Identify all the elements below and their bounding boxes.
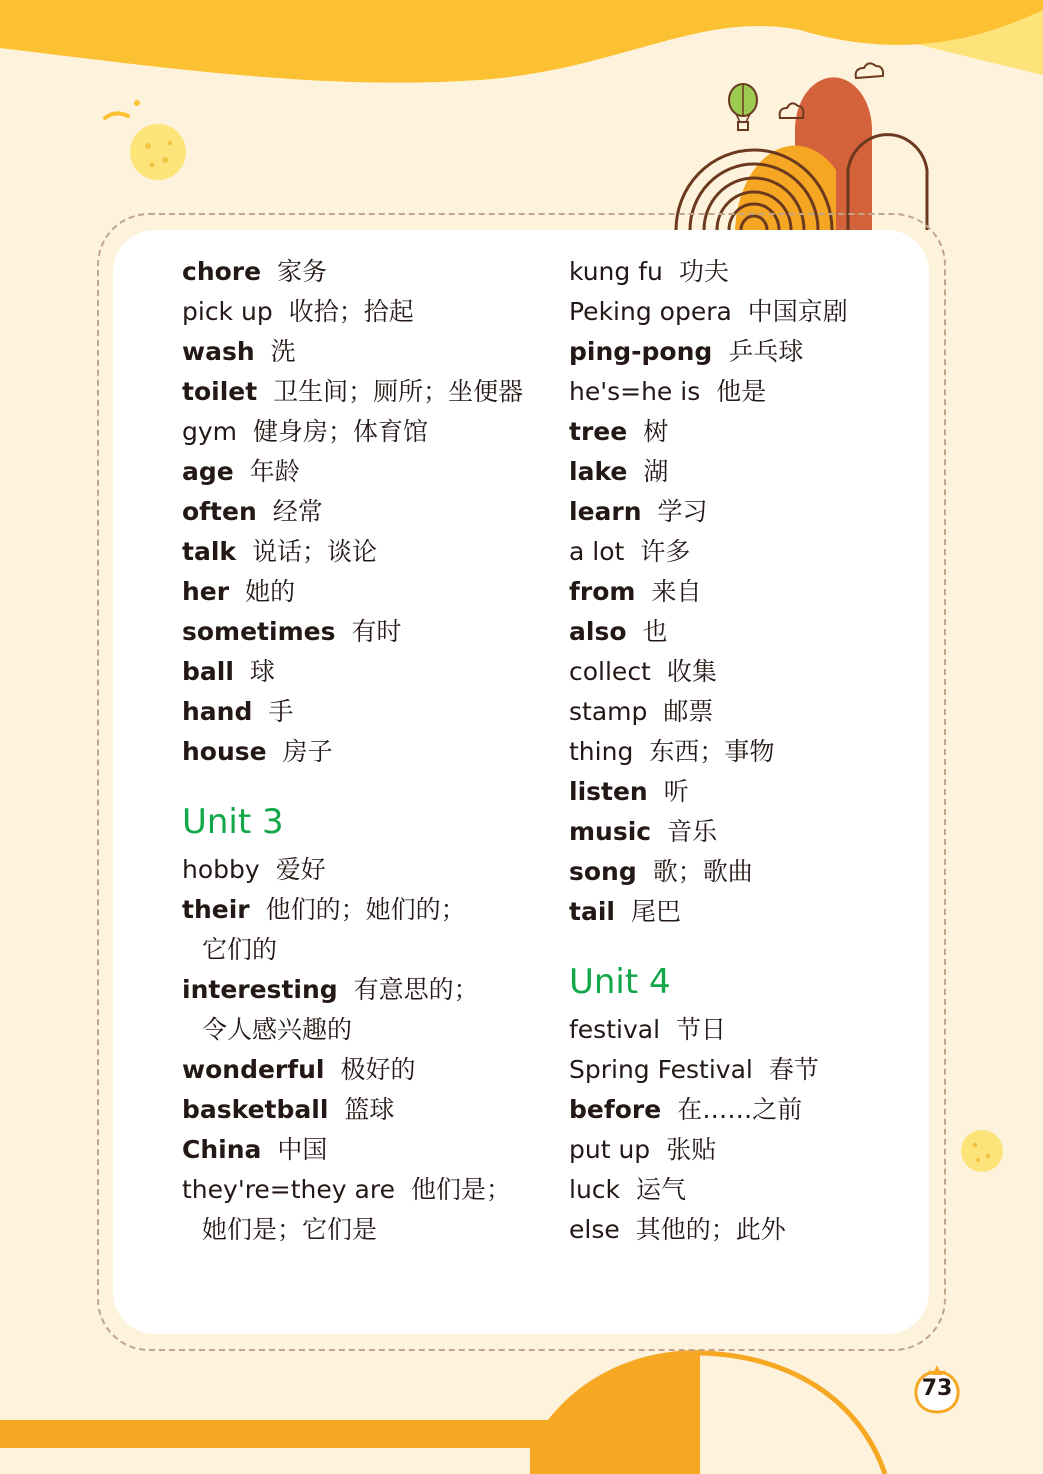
english-word: a lot	[569, 537, 625, 566]
english-word: stamp	[569, 697, 648, 726]
english-word: festival	[569, 1015, 661, 1044]
top-wave	[0, 0, 1043, 83]
chinese-meaning: 中国	[277, 1135, 328, 1164]
english-word: music	[569, 817, 652, 846]
vocab-entry	[569, 692, 848, 732]
english-word: else	[569, 1215, 620, 1244]
english-word: Peking opera	[569, 297, 732, 326]
english-word: chore	[182, 257, 262, 286]
page-number: 73	[921, 1376, 953, 1401]
english-word: often	[182, 497, 257, 526]
chinese-meaning: 在……之前	[677, 1095, 803, 1124]
vocab-entry	[182, 652, 523, 692]
vocab-entry	[569, 1170, 848, 1210]
chinese-meaning: 爱好	[275, 855, 326, 884]
english-word: gym	[182, 417, 238, 446]
chinese-meaning: 说话；谈论	[252, 537, 378, 566]
vocab-entry	[569, 892, 848, 932]
english-word: tail	[569, 897, 615, 926]
chinese-meaning-continued: 她们是；它们是	[202, 1215, 378, 1244]
english-word: put up	[569, 1135, 651, 1164]
english-word: interesting	[182, 975, 338, 1004]
chinese-meaning: 家务	[277, 257, 328, 286]
english-word: before	[569, 1095, 662, 1124]
vocab-entry	[569, 1050, 848, 1090]
vocab-entry	[182, 1130, 523, 1170]
chinese-meaning: 他们是；	[410, 1175, 511, 1204]
english-word: house	[182, 737, 267, 766]
english-word: collect	[569, 657, 651, 686]
bottom-wave-band	[0, 1420, 560, 1448]
english-word: wonderful	[182, 1055, 325, 1084]
english-word: age	[182, 457, 234, 486]
chinese-meaning: 音乐	[667, 817, 718, 846]
unit-heading: Unit 4	[569, 962, 671, 1002]
chinese-meaning: 功夫	[678, 257, 729, 286]
vocab-entry	[182, 1090, 523, 1130]
chinese-meaning: 节日	[676, 1015, 727, 1044]
chinese-meaning: 卫生间；厕所；坐便器	[273, 377, 524, 406]
vocab-entry	[182, 850, 523, 890]
english-word: thing	[569, 737, 634, 766]
cloud-icon	[856, 63, 883, 78]
vocab-entry	[182, 332, 523, 372]
vocab-entry	[569, 772, 848, 812]
bottom-wave-arc	[530, 1350, 700, 1474]
chinese-meaning: 运气	[636, 1175, 687, 1204]
english-word: tree	[569, 417, 628, 446]
vocab-entry	[569, 372, 848, 412]
vocab-entry	[182, 890, 523, 930]
chinese-meaning: 歌；歌曲	[652, 857, 753, 886]
chinese-meaning-continued: 令人感兴趣的	[202, 1015, 353, 1044]
chinese-meaning: 也	[642, 617, 668, 646]
vocab-entry	[569, 1010, 848, 1050]
english-word: Spring Festival	[569, 1055, 753, 1084]
chinese-meaning: 中国京剧	[747, 297, 848, 326]
chinese-meaning: 球	[249, 657, 275, 686]
chinese-meaning: 有意思的；	[353, 975, 479, 1004]
english-word: sometimes	[182, 617, 336, 646]
chinese-meaning: 东西；事物	[649, 737, 775, 766]
chinese-meaning: 张贴	[666, 1135, 717, 1164]
vocab-entry	[182, 252, 523, 292]
chinese-meaning: 其他的；此外	[635, 1215, 786, 1244]
vocab-entry	[569, 452, 848, 492]
english-word: he's=he is	[569, 377, 701, 406]
english-word: basketball	[182, 1095, 329, 1124]
vocab-entry	[182, 970, 523, 1010]
english-word: their	[182, 895, 250, 924]
vocab-entry	[182, 412, 523, 452]
vocab-entry	[182, 372, 523, 412]
left-column	[182, 252, 523, 1250]
bottom-arc-line	[700, 1353, 885, 1474]
chinese-meaning: 他们的；她们的；	[265, 895, 466, 924]
english-word: listen	[569, 777, 648, 806]
english-word: ball	[182, 657, 234, 686]
vocab-entry	[569, 572, 848, 612]
vocab-entry	[569, 292, 848, 332]
vocab-entry	[569, 652, 848, 692]
vocab-entry	[569, 1130, 848, 1170]
hot-air-balloon-icon	[729, 84, 757, 130]
english-word: also	[569, 617, 627, 646]
vocab-entry	[182, 1050, 523, 1090]
english-word: hobby	[182, 855, 260, 884]
chinese-meaning: 许多	[640, 537, 691, 566]
chinese-meaning: 乒乓球	[728, 337, 804, 366]
vocab-entry	[569, 492, 848, 532]
english-word: kung fu	[569, 257, 663, 286]
chinese-meaning: 湖	[643, 457, 669, 486]
chinese-meaning: 洗	[270, 337, 296, 366]
english-word: wash	[182, 337, 255, 366]
chinese-meaning: 她的	[245, 577, 296, 606]
vocab-entry	[569, 332, 848, 372]
chinese-meaning: 学习	[657, 497, 708, 526]
chinese-meaning: 春节	[768, 1055, 819, 1084]
vocab-entry	[182, 612, 523, 652]
vocab-entry	[182, 292, 523, 332]
chinese-meaning: 篮球	[344, 1095, 395, 1124]
vocab-entry	[182, 492, 523, 532]
unit-heading: Unit 3	[182, 802, 284, 842]
cheese-icon	[961, 1130, 1003, 1172]
chinese-meaning-continued: 它们的	[202, 935, 278, 964]
chinese-meaning: 极好的	[340, 1055, 416, 1084]
vocab-entry	[569, 852, 848, 892]
vocab-entry	[182, 572, 523, 612]
english-word: song	[569, 857, 637, 886]
right-column	[569, 252, 848, 1250]
vocab-entry	[182, 532, 523, 572]
vocab-entry	[182, 1170, 523, 1210]
vocab-entry	[569, 812, 848, 852]
vocab-entry	[569, 532, 848, 572]
chinese-meaning: 手	[268, 697, 294, 726]
english-word: ping-pong	[569, 337, 713, 366]
chinese-meaning: 有时	[351, 617, 402, 646]
chinese-meaning: 健身房；体育馆	[253, 417, 429, 446]
chinese-meaning: 树	[643, 417, 669, 446]
chinese-meaning: 收拾；拾起	[288, 297, 414, 326]
chinese-meaning: 来自	[651, 577, 702, 606]
vocab-entry	[569, 1210, 848, 1250]
english-word: her	[182, 577, 230, 606]
vocab-entry	[569, 1090, 848, 1130]
vocab-entry	[569, 612, 848, 652]
chinese-meaning: 他是	[716, 377, 767, 406]
english-word: from	[569, 577, 636, 606]
chinese-meaning: 邮票	[663, 697, 714, 726]
vocab-entry	[569, 732, 848, 772]
english-word: China	[182, 1135, 262, 1164]
chinese-meaning: 听	[663, 777, 689, 806]
english-word: lake	[569, 457, 628, 486]
english-word: they're=they are	[182, 1175, 395, 1204]
english-word: pick up	[182, 297, 273, 326]
vocab-entry	[182, 692, 523, 732]
english-word: learn	[569, 497, 642, 526]
cheese-icon	[105, 100, 186, 180]
vocab-entry	[569, 412, 848, 452]
english-word: luck	[569, 1175, 621, 1204]
english-word: talk	[182, 537, 237, 566]
chinese-meaning: 房子	[282, 737, 333, 766]
chinese-meaning: 收集	[666, 657, 717, 686]
vocab-entry	[569, 252, 848, 292]
chinese-meaning: 经常	[272, 497, 323, 526]
chinese-meaning: 年龄	[249, 457, 300, 486]
chinese-meaning: 尾巴	[630, 897, 681, 926]
english-word: toilet	[182, 377, 258, 406]
english-word: hand	[182, 697, 253, 726]
vocab-entry	[182, 452, 523, 492]
vocab-entry	[182, 732, 523, 772]
